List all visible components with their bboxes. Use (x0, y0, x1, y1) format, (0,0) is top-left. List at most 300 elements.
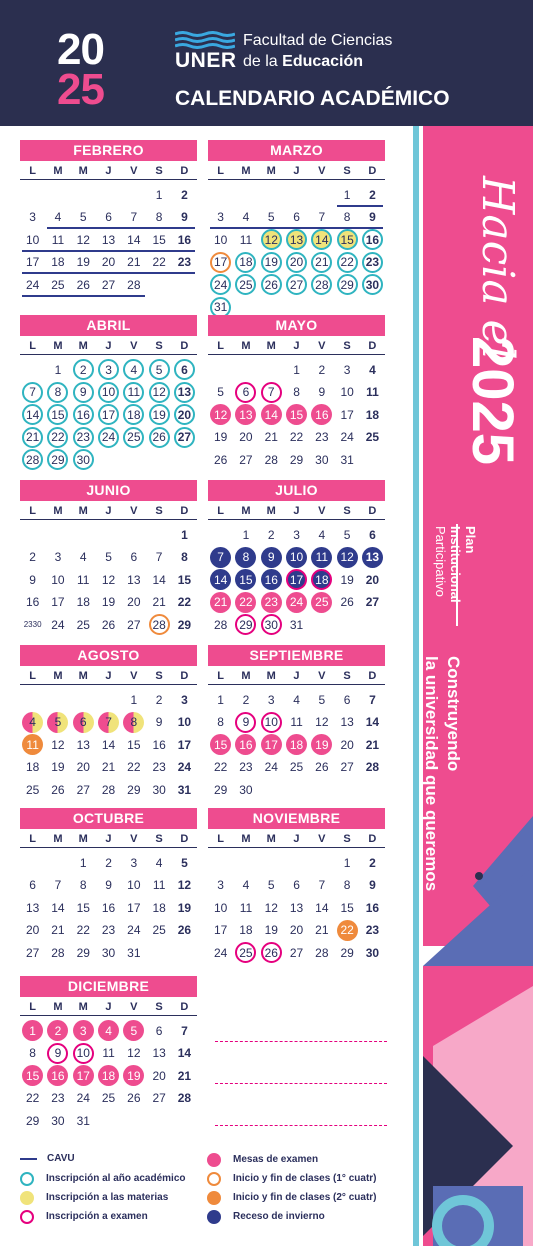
calendar-day: 26 (315, 760, 329, 774)
calendar-day: 25 (365, 430, 380, 444)
calendar-day: 31 (340, 452, 354, 467)
calendar-day: 26 (76, 277, 90, 292)
weekday-label: M (53, 340, 63, 352)
calendar-day: 3 (54, 550, 62, 564)
weekday-label: L (29, 1001, 36, 1013)
calendar-day: 4 (98, 1020, 119, 1041)
calendar-day: 10 (286, 547, 307, 568)
cavu-line-icon (20, 1158, 37, 1160)
calendar-day: 13 (235, 404, 256, 425)
calendar-day: 15 (177, 572, 192, 587)
weekday-label: S (343, 340, 351, 352)
calendar-day: 19 (340, 572, 354, 587)
calendar-day: 5 (149, 359, 170, 380)
calendar-day: 29 (340, 945, 354, 960)
weekday-label: D (180, 340, 189, 352)
weekday-label: M (78, 1001, 88, 1013)
weekday-label: D (180, 165, 189, 177)
weekday-label: M (78, 505, 88, 517)
calendar-day: 9 (47, 1043, 68, 1064)
calendar-day: 8 (47, 382, 68, 403)
calendar-day: 3 (217, 210, 224, 224)
calendar-day: 20 (289, 923, 304, 937)
calendar-day: 4 (369, 362, 376, 377)
weekday-label: L (217, 505, 224, 517)
calendar-day: 16 (235, 734, 256, 755)
calendar-day: 29 (213, 782, 228, 797)
calendar-day: 6 (130, 550, 138, 564)
calendar-day: 29 (289, 452, 304, 467)
calendar-day: 18 (239, 923, 253, 937)
calendar-day: 28 (127, 277, 141, 292)
calendar-day: 14 (101, 737, 116, 752)
weekday-label: S (155, 340, 163, 352)
calendar-day: 23 (315, 430, 329, 444)
weekday-label: V (130, 1001, 138, 1013)
calendar-day: 20 (76, 760, 90, 774)
calendar-day: 20 (340, 737, 354, 752)
calendar-day: 2 (318, 362, 326, 377)
weekday-header (20, 999, 197, 1016)
calendar-day: 14 (177, 1046, 192, 1060)
weekday-label: V (130, 165, 138, 177)
calendar-day: 27 (76, 782, 90, 797)
calendar-day: 18 (311, 569, 332, 590)
calendar-day: 10 (213, 900, 228, 915)
calendar-day: 15 (235, 569, 256, 590)
calendar-day: 23 (239, 760, 253, 774)
yellow-dot-icon (20, 1191, 34, 1205)
weekday-label: S (343, 833, 351, 845)
weekday-label: J (105, 670, 112, 682)
calendar-day: 30 (73, 449, 94, 470)
calendar-day: 5 (105, 550, 112, 564)
month-october (20, 808, 197, 988)
weekday-label: V (130, 340, 138, 352)
weekday-label: M (241, 165, 251, 177)
weekday-label: M (78, 833, 88, 845)
calendar-day: 19 (76, 255, 90, 269)
calendar-day: 23 (365, 923, 380, 937)
calendar-day: 4 (54, 210, 62, 224)
calendar-day: 6 (369, 527, 376, 542)
calendar-day: 30 (261, 614, 282, 635)
header-banner (0, 0, 533, 126)
calendar-day: 24 (286, 592, 307, 613)
day-grid (208, 355, 385, 495)
calendar-day: 31 (289, 617, 304, 632)
calendar-day: 9 (318, 385, 326, 399)
calendar-day: 24 (177, 760, 192, 774)
calendar-day: 17 (73, 1065, 94, 1086)
weekday-label: M (78, 165, 88, 177)
calendar-day: 24 (264, 760, 278, 774)
calendar-day: 17 (177, 737, 192, 752)
weekday-header (208, 668, 385, 685)
weekday-label: D (180, 670, 189, 682)
calendar-day: 17 (286, 569, 307, 590)
pink-dot-icon (207, 1153, 221, 1167)
day-grid (20, 520, 197, 660)
weekday-label: M (241, 340, 251, 352)
calendar-day: 23 (73, 427, 94, 448)
calendar-day: 10 (51, 572, 65, 587)
notes-line (215, 1125, 387, 1126)
calendar-day: 18 (235, 252, 256, 273)
calendar-day: 17 (51, 595, 65, 609)
weekday-label: L (29, 340, 36, 352)
day-grid (208, 180, 385, 320)
side-dot (475, 872, 483, 880)
calendar-day: 16 (101, 900, 116, 915)
calendar-day: 2 (105, 855, 112, 870)
cavu-underline (22, 295, 145, 297)
month-april (20, 315, 197, 495)
calendar-day: 5 (318, 692, 326, 707)
weekday-label: V (318, 165, 326, 177)
calendar-day: 25 (152, 923, 166, 937)
calendar-day: 27 (365, 595, 380, 609)
calendar-day: 8 (293, 385, 300, 399)
weekday-label: M (266, 833, 276, 845)
calendar-day: 13 (289, 900, 304, 915)
calendar-day: 15 (47, 404, 68, 425)
calendar-day: 19 (311, 734, 332, 755)
calendar-day: 13 (76, 737, 90, 752)
calendar-day: 16 (365, 900, 380, 915)
calendar-day: 22 (127, 760, 141, 774)
calendar-day: 3 (217, 878, 224, 892)
calendar-day: 30 (51, 1113, 65, 1128)
legend-receso: Receso de invierno (207, 1210, 325, 1224)
calendar-day: 4 (123, 359, 144, 380)
calendar-day: 29 (337, 274, 358, 295)
month-july (208, 480, 385, 660)
calendar-day: 8 (155, 210, 163, 224)
calendar-day: 8 (235, 547, 256, 568)
calendar-day: 14 (127, 232, 141, 247)
uner-wordmark: UNER (175, 49, 237, 72)
calendar-day: 26 (261, 942, 282, 963)
calendar-day: 14 (51, 900, 65, 915)
weekday-label: L (29, 670, 36, 682)
calendar-day: 27 (340, 760, 354, 774)
calendar-day: 23 (261, 592, 282, 613)
calendar-day: 1 (343, 855, 351, 870)
calendar-day: 14 (152, 572, 166, 587)
calendar-day: 2 (73, 359, 94, 380)
weekday-header (20, 163, 197, 180)
calendar-day: 21 (264, 430, 278, 444)
calendar-day: 28 (365, 760, 380, 774)
calendar-day: 29 (177, 617, 192, 632)
weekday-label: S (155, 670, 163, 682)
legend-clases-1c: Inicio y fin de clases (1° cuatr) (207, 1172, 377, 1186)
calendar-day: 2 (242, 692, 250, 707)
calendar-day: 27 (127, 617, 141, 632)
calendar-day: 11 (123, 382, 144, 403)
calendar-day: 25 (311, 592, 332, 613)
calendar-day: 8 (217, 715, 224, 729)
side-year: 2025 (460, 336, 525, 466)
calendar-day: 9 (29, 572, 36, 587)
calendar-day: 1 (22, 1020, 43, 1041)
weekday-label: M (266, 165, 276, 177)
weekday-label: J (293, 833, 300, 845)
month-may (208, 315, 385, 495)
calendar-day: 9 (235, 712, 256, 733)
calendar-day: 7 (22, 382, 43, 403)
calendar-day: 14 (365, 715, 380, 729)
calendar-day: 11 (22, 734, 43, 755)
calendar-day: 27 (174, 427, 195, 448)
cavu-underline (47, 227, 195, 229)
weekday-label: M (266, 340, 276, 352)
calendar-day: 2330 (23, 620, 42, 629)
calendar-day: 20 (127, 595, 141, 609)
cavu-underline (22, 272, 195, 274)
calendar-day: 3 (98, 359, 119, 380)
calendar-day: 8 (79, 878, 87, 892)
calendar-day: 17 (127, 900, 141, 915)
calendar-day: 20 (152, 1068, 166, 1083)
calendar-day: 25 (235, 274, 256, 295)
calendar-day: 3 (130, 855, 138, 870)
calendar-day: 22 (47, 427, 68, 448)
calendar-day: 1 (54, 362, 62, 377)
weekday-label: V (130, 670, 138, 682)
calendar-day: 1 (181, 527, 188, 542)
calendar-day: 26 (340, 595, 354, 609)
calendar-day: 1 (242, 527, 250, 542)
calendar-day: 12 (101, 572, 116, 587)
calendar-day: 21 (152, 595, 166, 609)
calendar-day: 4 (155, 855, 163, 870)
calendar-day: 25 (76, 617, 90, 632)
calendar-day: 25 (51, 277, 65, 292)
calendar-day: 13 (152, 1046, 166, 1060)
month-february (20, 140, 197, 320)
calendar-day: 21 (210, 592, 231, 613)
weekday-label: M (53, 670, 63, 682)
calendar-day: 6 (174, 359, 195, 380)
day-grid (208, 685, 385, 825)
side-plan-line3: Participativo (433, 526, 448, 597)
calendar-day: 6 (73, 712, 94, 733)
month-march (208, 140, 385, 320)
weekday-header (208, 338, 385, 355)
weekday-label: L (217, 165, 224, 177)
calendar-day: 21 (177, 1068, 192, 1083)
calendar-day: 25 (235, 942, 256, 963)
calendar-day: 4 (293, 692, 300, 707)
calendar-day: 30 (365, 945, 380, 960)
weekday-label: S (155, 165, 163, 177)
calendar-day: 22 (289, 430, 304, 444)
weekday-label: J (293, 340, 300, 352)
calendar-day: 30 (315, 452, 329, 467)
calendar-day: 5 (267, 210, 275, 224)
calendar-day: 25 (101, 1091, 116, 1105)
weekday-label: L (29, 165, 36, 177)
calendar-day: 19 (51, 760, 65, 774)
calendar-day: 21 (315, 923, 329, 937)
calendar-day: 27 (289, 945, 304, 960)
calendar-day: 8 (29, 1046, 36, 1060)
calendar-day: 12 (315, 715, 329, 729)
side-plan-line2: Institucional (448, 526, 463, 603)
calendar-day: 24 (213, 945, 228, 960)
weekday-label: M (241, 833, 251, 845)
legend-mesas-examen: Mesas de examen (207, 1153, 318, 1167)
weekday-label: V (318, 505, 326, 517)
calendar-day: 23 (362, 252, 383, 273)
calendar-day: 4 (22, 712, 43, 733)
calendar-day: 13 (174, 382, 195, 403)
weekday-label: J (293, 670, 300, 682)
calendar-day: 28 (177, 1091, 192, 1105)
calendar-day: 19 (123, 1065, 144, 1086)
weekday-label: J (105, 165, 112, 177)
calendar-day: 12 (210, 404, 231, 425)
calendar-day: 6 (155, 1023, 163, 1038)
calendar-day: 21 (127, 255, 141, 269)
calendar-day: 7 (54, 878, 62, 892)
calendar-day: 12 (264, 900, 278, 915)
calendar-day: 30 (362, 274, 383, 295)
calendar-day: 11 (51, 232, 65, 247)
calendar-day: 16 (261, 569, 282, 590)
calendar-day: 15 (76, 900, 90, 915)
side-blue-box (433, 1186, 523, 1246)
month-title: DICIEMBRE (20, 976, 197, 997)
month-june (20, 480, 197, 660)
calendar-day: 19 (264, 923, 278, 937)
weekday-label: M (266, 670, 276, 682)
weekday-label: S (343, 505, 351, 517)
calendar-day: 19 (177, 900, 192, 915)
calendar-day: 1 (293, 362, 300, 377)
calendar-day: 14 (261, 404, 282, 425)
calendar-day: 23 (152, 760, 166, 774)
day-grid (20, 180, 197, 320)
calendar-day: 10 (261, 712, 282, 733)
calendar-day: 26 (101, 617, 116, 632)
calendar-day: 16 (47, 1065, 68, 1086)
calendar-day: 10 (73, 1043, 94, 1064)
year-top: 20 (57, 25, 104, 74)
weekday-label: D (180, 505, 189, 517)
weekday-label: D (368, 340, 377, 352)
calendar-day: 18 (365, 407, 380, 422)
weekday-label: L (217, 833, 224, 845)
magenta-ring-icon (20, 1210, 34, 1224)
calendar-day: 10 (177, 715, 192, 729)
calendar-day: 11 (77, 572, 90, 587)
calendar-day: 31 (210, 297, 231, 318)
calendar-day: 24 (340, 430, 354, 444)
calendar-day: 5 (123, 1020, 144, 1041)
month-title: SEPTIEMBRE (208, 645, 385, 666)
weekday-label: D (180, 833, 189, 845)
calendar-day: 6 (293, 878, 300, 892)
side-plan-line1: Plan (463, 526, 478, 554)
month-title: JULIO (208, 480, 385, 501)
calendar-day: 31 (127, 945, 141, 960)
calendar-day: 13 (362, 547, 383, 568)
calendar-day: 18 (286, 734, 307, 755)
side-script-text: Hacia el (472, 176, 523, 360)
calendar-day: 27 (239, 452, 253, 467)
calendar-day: 27 (286, 274, 307, 295)
weekday-label: J (105, 505, 112, 517)
calendar-day: 28 (213, 617, 228, 632)
calendar-day: 27 (152, 1091, 166, 1105)
calendar-day: 27 (25, 945, 40, 960)
weekday-label: J (105, 833, 112, 845)
calendar-day: 5 (217, 385, 224, 399)
weekday-label: L (29, 505, 36, 517)
calendar-day: 12 (76, 232, 90, 247)
calendar-day: 25 (123, 427, 144, 448)
calendar-day: 2 (369, 855, 376, 870)
calendar-day: 15 (340, 900, 354, 915)
weekday-label: S (343, 165, 351, 177)
calendar-day: 3 (181, 692, 188, 707)
weekday-label: M (53, 165, 63, 177)
weekday-label: M (78, 670, 88, 682)
calendar-day: 21 (51, 923, 65, 937)
calendar-day: 30 (152, 782, 166, 797)
day-grid (208, 848, 385, 988)
calendar-day: 28 (22, 449, 43, 470)
calendar-day: 22 (213, 760, 228, 774)
weekday-header (20, 668, 197, 685)
calendar-day: 13 (127, 572, 141, 587)
calendar-day: 22 (235, 592, 256, 613)
calendar-day: 4 (242, 210, 250, 224)
calendar-day: 26 (261, 274, 282, 295)
calendar-day: 13 (286, 229, 307, 250)
notes-line (215, 1041, 387, 1042)
calendar-day: 12 (337, 547, 358, 568)
weekday-label: M (78, 340, 88, 352)
calendar-day: 30 (101, 945, 116, 960)
calendar-day: 13 (25, 900, 40, 915)
weekday-label: L (29, 833, 36, 845)
calendar-day: 23 (177, 255, 192, 269)
month-title: MARZO (208, 140, 385, 161)
calendar-day: 15 (22, 1065, 43, 1086)
month-august (20, 645, 197, 825)
calendar-day: 19 (149, 404, 170, 425)
calendar-day: 3 (293, 527, 300, 542)
calendar-day: 3 (343, 362, 351, 377)
calendar-day: 8 (343, 878, 351, 892)
calendar-day: 26 (51, 782, 65, 797)
month-title: OCTUBRE (20, 808, 197, 829)
calendar-day: 24 (98, 427, 119, 448)
year-bottom: 25 (57, 65, 104, 114)
calendar-day: 1 (217, 692, 224, 707)
calendar-day: 15 (127, 737, 141, 752)
calendar-day: 29 (25, 1113, 40, 1128)
calendar-day: 17 (98, 404, 119, 425)
calendar-day: 16 (73, 404, 94, 425)
calendar-day: 2 (47, 1020, 68, 1041)
calendar-day: 24 (51, 617, 65, 632)
calendar-day: 22 (337, 920, 358, 941)
